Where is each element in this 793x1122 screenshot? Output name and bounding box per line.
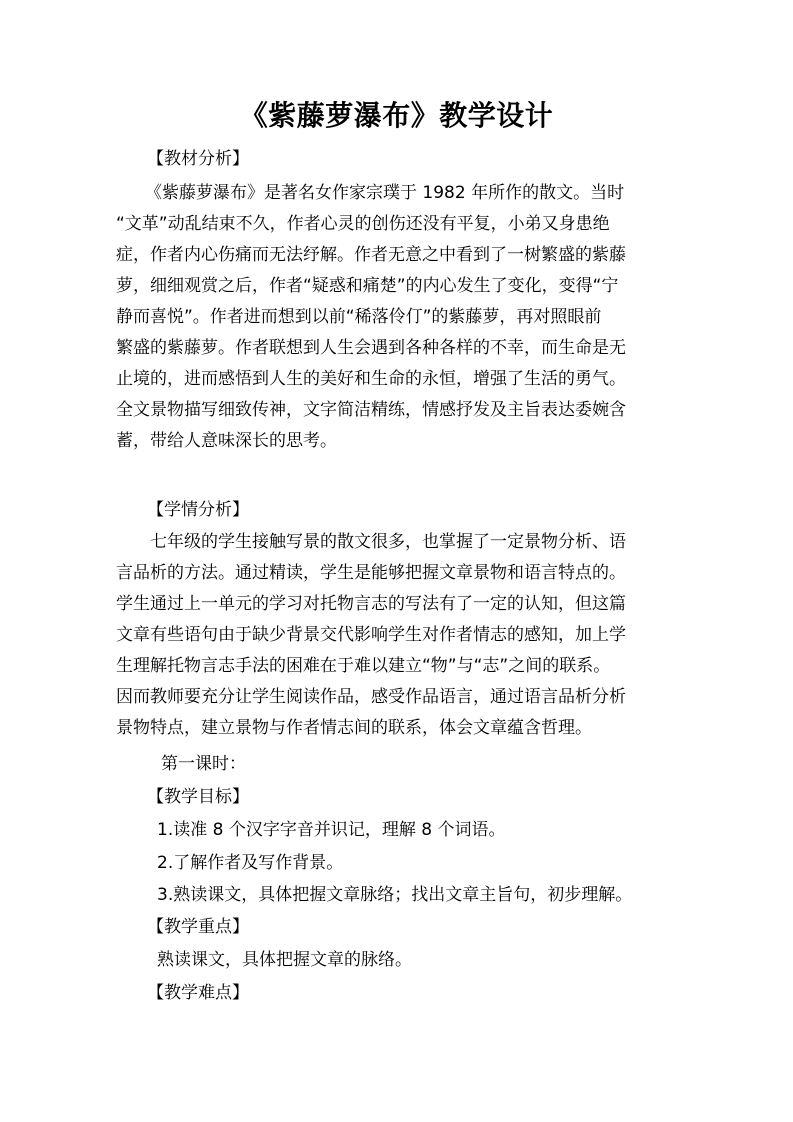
paragraph-line: 萝，细细观赏之后，作者“疑惑和痛楚”的内心发生了变化，变得“宁 <box>116 276 619 296</box>
section-heading-teaching-goals: 【教学目标】 <box>147 787 249 807</box>
paragraph-line: 繁盛的紫藤萝。作者联想到人生会遇到各种各样的不幸，而生命是无 <box>116 338 626 358</box>
section-heading-key-point: 【教学重点】 <box>147 917 249 937</box>
paragraph-line: 症，作者内心伤痛而无法纾解。作者无意之中看到了一树繁盛的紫藤 <box>116 245 626 265</box>
section-heading-student-analysis: 【学情分析】 <box>147 500 249 520</box>
paragraph-line: 因而教师要充分让学生阅读作品，感受作品语言，通过语言品析分析 <box>116 687 626 707</box>
paragraph-line: 止境的，进而感悟到人生的美好和生命的永恒，增强了生活的勇气。 <box>116 369 626 389</box>
paragraph-line: 文章有些语句由于缺少背景交代影响学生对作者情志的感知，加上学 <box>116 625 626 645</box>
paragraph-line: 《紫藤萝瀑布》是著名女作家宗璞于 1982 年所作的散文。当时 <box>145 183 625 203</box>
lesson-label: 第一课时： <box>161 754 246 774</box>
document-title: 《紫藤萝瀑布》教学设计 <box>239 99 554 132</box>
paragraph-line: 七年级的学生接触写景的散文很多，也掌握了一定景物分析、语 <box>150 532 626 552</box>
paragraph-line: 生理解托物言志手法的困难在于难以建立“物”与“志”之间的联系。 <box>116 656 611 676</box>
paragraph-line: “文革”动乱结束不久，作者心灵的创伤还没有平复，小弟又身患绝 <box>116 214 610 234</box>
paragraph-line: 学生通过上一单元的学习对托物言志的写法有了一定的认知，但这篇 <box>116 594 626 614</box>
paragraph-line: 言品析的方法。通过精读，学生是能够把握文章景物和语言特点的。 <box>116 563 626 583</box>
paragraph-line: 静而喜悦”。作者进而想到以前“稀落伶仃”的紫藤萝，再对照眼前 <box>116 307 602 327</box>
paragraph-line: 全文景物描写细致传神，文字简洁精练，情感抒发及主旨表达委婉含 <box>116 400 626 420</box>
paragraph-line: 蓄，带给人意味深长的思考。 <box>116 431 337 451</box>
paragraph-line: 景物特点，建立景物与作者情志间的联系，体会文章蕴含哲理。 <box>116 718 592 738</box>
goal-item: 2.了解作者及写作背景。 <box>157 853 344 873</box>
goal-item: 3.熟读课文，具体把握文章脉络；找出文章主旨句，初步理解。 <box>157 885 633 905</box>
section-heading-material-analysis: 【教材分析】 <box>147 149 249 169</box>
section-heading-difficulty: 【教学难点】 <box>147 983 249 1003</box>
key-point-text: 熟读课文，具体把握文章的脉络。 <box>157 950 412 970</box>
goal-item: 1.读准 8 个汉字字音并识记，理解 8 个词语。 <box>157 820 506 840</box>
